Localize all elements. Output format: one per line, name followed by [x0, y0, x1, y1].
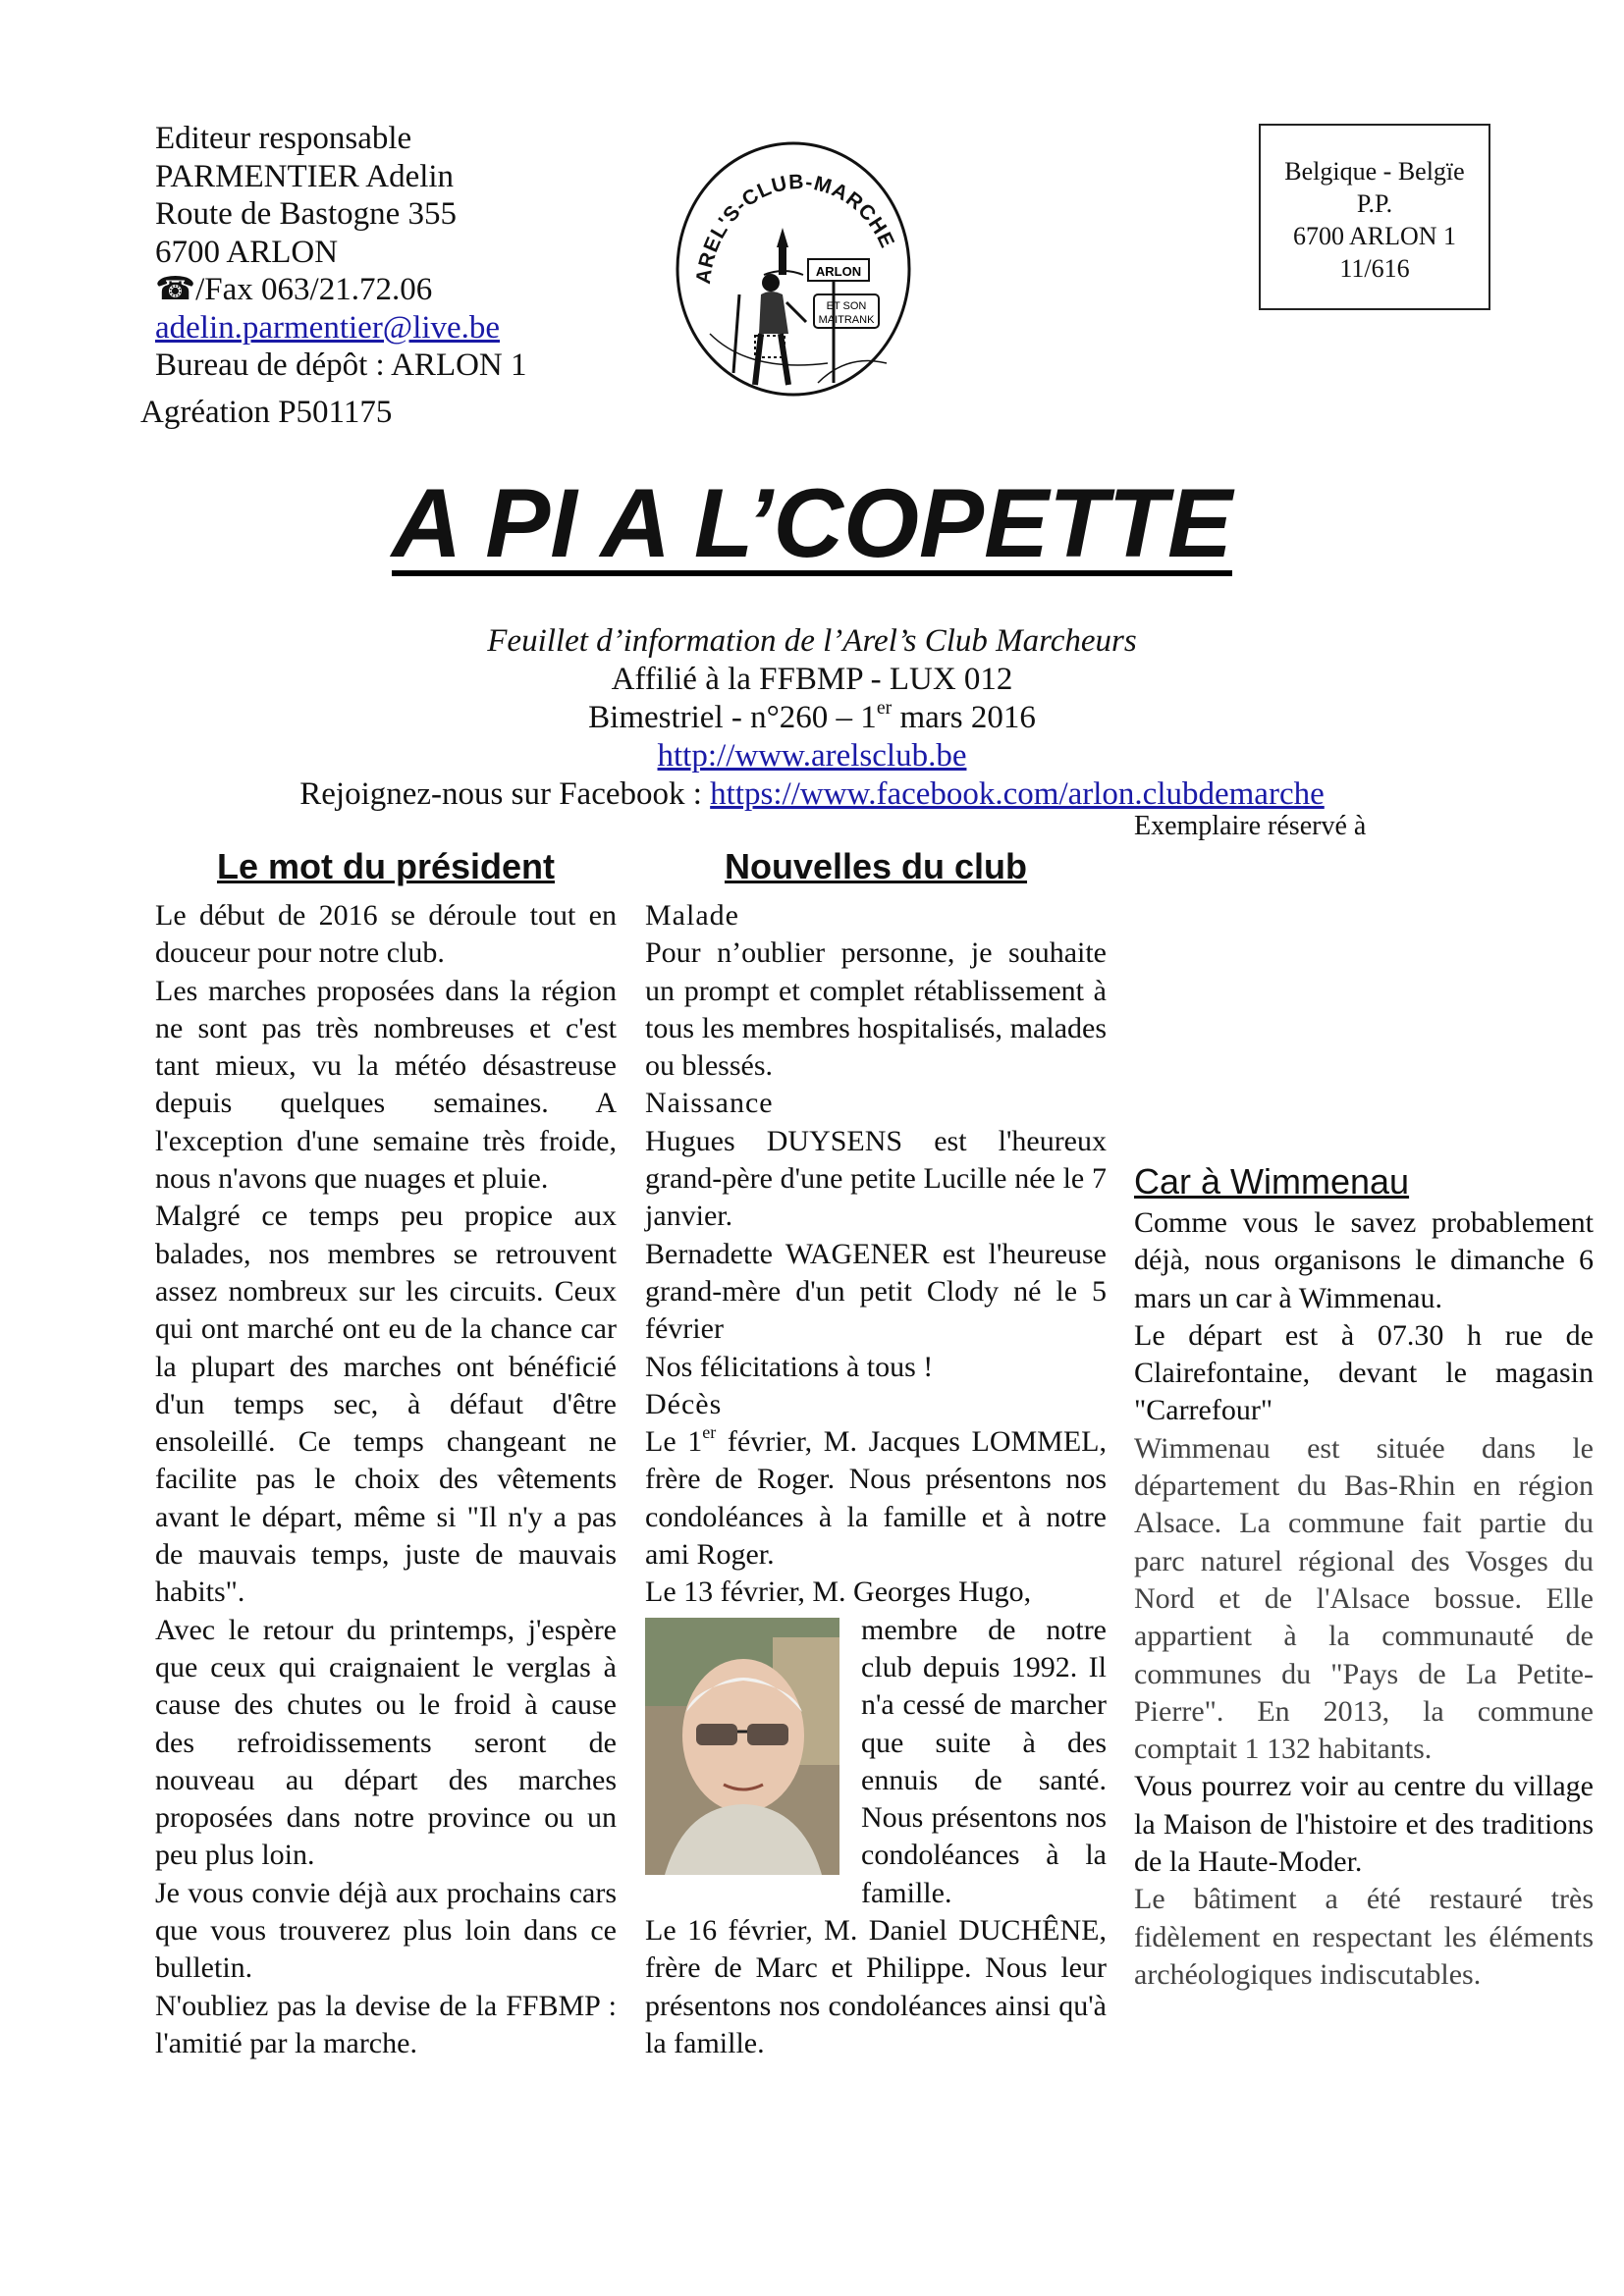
president-paragraph: N'oubliez pas la devise de la FFBMP : l'amitié par la marche. — [155, 1989, 617, 2059]
editor-bureau: Bureau de dépôt : ARLON 1 — [155, 347, 527, 383]
wimmenau-heading: Car à Wimmenau — [1134, 1161, 1410, 1201]
president-paragraph: Malgré ce temps peu propice aux balades, nos membres se retrouvent assez nombreux sur les circuits. Ceux qui ont marché ont eu de la chance car la plupart des marches ont bénéficié d'un temps sec, à défaut d'être ensoleillé. Ce temps changeant ne facilite pas le choix des vêtements avant le départ, même si "Il n'y a pas de mauvais temps, juste de mauvais habits". — [155, 1200, 617, 1609]
news-subheading-naissance: Naissance — [645, 1087, 774, 1120]
news-paragraph-lead: Le 13 février, M. Georges Hugo, — [645, 1575, 1032, 1609]
editor-name: PARMENTIER Adelin — [155, 158, 455, 194]
postal-box — [1259, 124, 1490, 310]
news-subheading-malade: Malade — [645, 899, 739, 932]
editor-phone: ☎/Fax 063/21.72.06 — [155, 272, 433, 307]
wimmenau-paragraph: Comme vous le savez probablement déjà, nous organisons le dimanche 6 mars un car à Wimmenau. — [1134, 1206, 1594, 1314]
news-paragraph: Le 16 février, M. Daniel DUCHÊNE, frère de Marc et Philippe. Nous leur présentons nos condoléances ainsi qu'à la famille. — [645, 1914, 1107, 2059]
news-paragraph: Pour n’oublier personne, je souhaite un prompt et complet rétablissement à tous les membres hospitalisés, malades ou blessés. — [645, 936, 1107, 1083]
president-column — [155, 897, 617, 2062]
president-paragraph: Je vous convie déjà aux prochains cars que vous trouverez plus loin dans ce bulletin. — [155, 1876, 617, 1985]
facebook-link[interactable]: https://www.facebook.com/arlon.clubdemarche — [710, 776, 1325, 812]
editor-label: Editeur responsable — [155, 121, 412, 156]
wimmenau-paragraph: Le bâtiment a été restauré très fidèlement en respectant les éléments archéologiques indiscutables. — [1134, 1883, 1594, 1991]
news-paragraph: Le 1er février, M. Jacques LOMMEL, frère de Roger. Nous présentons nos condoléances à la famille et à notre ami Roger. — [645, 1422, 1107, 1572]
subtitle-issue: Bimestriel - n°260 – 1er mars 2016 — [588, 697, 1036, 735]
logo-sign-line1: ET SON — [826, 300, 867, 312]
postal-number: 11/616 — [1339, 254, 1410, 283]
president-heading: Le mot du président — [216, 846, 556, 886]
wimmenau-paragraph: Wimmenau est située dans le département du Bas-Rhin en région Alsace. La commune fait partie du parc naturel régional des Vosges du Nord et de l'Alsace bossue. Elle appartient à la communauté de communes du "Pays de La Petite-Pierre". En 2013, la commune comptait 1 132 habitants. — [1134, 1431, 1594, 1766]
wimmenau-paragraph: Le départ est à 07.30 h rue de Clairefontaine, devant le magasin "Carrefour" — [1134, 1318, 1594, 1427]
news-paragraph: Hugues DUYSENS est l'heureux grand-père d'une petite Lucille née le 7 janvier. — [645, 1124, 1107, 1233]
news-column — [645, 897, 1107, 2062]
subtitle-block — [0, 622, 1624, 814]
wimmenau-paragraph: Vous pourrez voir au centre du village la Maison de l'histoire et des traditions de la Haute-Moder. — [1134, 1770, 1594, 1879]
editor-block — [155, 120, 527, 385]
editor-street: Route de Bastogne 355 — [155, 196, 458, 232]
postal-office: 6700 ARLON 1 — [1292, 222, 1457, 250]
news-paragraph: Nos félicitations à tous ! — [645, 1350, 934, 1383]
editor-city: 6700 ARLON — [155, 234, 339, 270]
newsletter-title: A PI A L’COPETTE — [391, 468, 1233, 577]
wimmenau-column — [1134, 1204, 1594, 1994]
news-paragraph: membre de notre club depuis 1992. Il n'a cessé de marcher que suite à des ennuis de santé. Nous présentons nos condoléances à la famille. — [861, 1613, 1107, 1909]
editor-email-link[interactable]: adelin.parmentier@live.be — [155, 309, 501, 346]
subtitle-affiliation: Affilié à la FFBMP - LUX 012 — [611, 662, 1013, 697]
reserved-copy-label: Exemplaire réservé à — [1134, 811, 1367, 841]
subtitle-description: Feuillet d’information de l’Arel’s Club Marcheurs — [487, 623, 1137, 659]
logo-arc-text: AREL'S-CLUB-MARCHE — [691, 170, 899, 286]
postal-country: Belgique - Belgïe — [1284, 157, 1465, 186]
agreation-number: Agréation P501175 — [140, 395, 393, 430]
phone-icon: ☎ — [155, 272, 196, 307]
logo-sign-arlon: ARLON — [815, 264, 862, 279]
facebook-line: Rejoignez-nous sur Facebook : https://www.facebook.com/arlon.clubdemarche — [299, 776, 1325, 812]
website-link[interactable]: http://www.arelsclub.be — [657, 738, 967, 774]
club-logo — [671, 137, 916, 400]
logo-sign-line2: MAITRANK — [818, 314, 875, 326]
portrait-photo — [645, 1618, 839, 1875]
president-paragraph: Le début de 2016 se déroule tout en douceur pour notre club. — [155, 899, 617, 970]
news-heading: Nouvelles du club — [724, 846, 1028, 886]
postal-pp: P.P. — [1356, 189, 1393, 218]
news-paragraph: Bernadette WAGENER est l'heureuse grand-mère d'un petit Clody né le 5 février — [645, 1237, 1107, 1346]
president-paragraph: Avec le retour du printemps, j'espère que ceux qui craignaient le verglas à cause des chutes ou le froid à cause des refroidissements seront de nouveau au départ des marches proposées dans notre province ou un peu plus loin. — [155, 1613, 617, 1872]
news-subheading-deces: Décès — [645, 1387, 723, 1420]
president-paragraph: Les marches proposées dans la région ne sont pas très nombreuses et c'est tant mieux, vu la météo désastreuse depuis quelques semaines. A l'exception d'une semaine très froide, nous n'avons que nuages et pluie. — [155, 974, 617, 1196]
